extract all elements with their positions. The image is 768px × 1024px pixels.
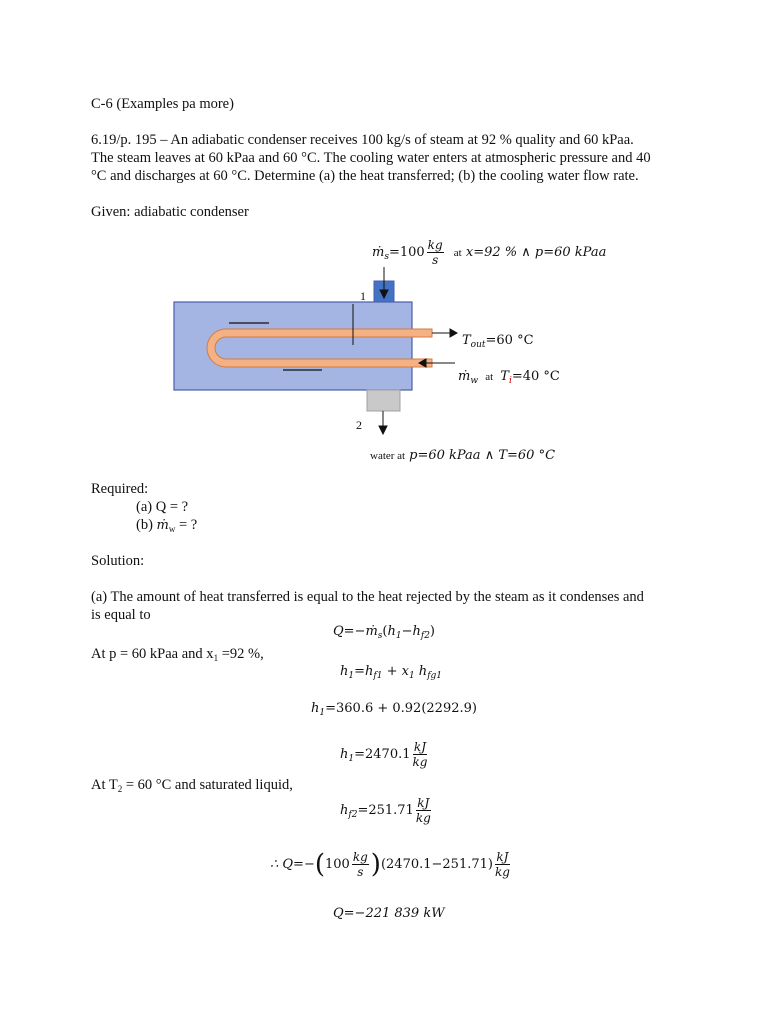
- condensate-outlet-nozzle: [367, 390, 400, 411]
- h1-definition: $h_1=h_{f1} + x_1$ $h_{fg1}$: [340, 664, 443, 681]
- given-line: Given: adiabatic condenser: [91, 204, 249, 220]
- state-2-label: 2: [356, 418, 362, 432]
- problem-line-1: 6.19/p. 195 – An adiabatic condenser receives 100 kg/s of steam at 92 % quality and 60 kPaa.: [91, 132, 634, 148]
- solution-label: Solution:: [91, 553, 145, 569]
- heat-equation: $Q=-ṁ_s(h_1-h_{f2})$: [333, 624, 435, 641]
- h1-value: $h_1=2470.1$ $\frac{kJ}{kg}$: [340, 740, 428, 769]
- required-a: (a) Q = ?: [136, 499, 189, 515]
- page-heading: C-6 (Examples pa more): [91, 96, 234, 112]
- condensate-state-label: water at p=60 kPaa ∧ T=60 °C: [370, 448, 556, 463]
- water-outlet-temp-label: $T_{out}=60$ °C: [462, 333, 534, 350]
- h1-substitution: $h_1=360.6 + 0.92(2292.9)$: [311, 701, 477, 718]
- solution-a-line-2: is equal to: [91, 607, 151, 623]
- state-1-condition: At p = 60 kPaa and $x_1 =92$ %,: [91, 646, 264, 663]
- required-b: (b) ṁ$_w$ = ?: [136, 517, 198, 534]
- hf2-value: $h_{f2}=251.71$ $\frac{kJ}{kg}$: [340, 796, 431, 825]
- state-1-label: 1: [360, 289, 366, 303]
- state-2-condition: At $T_2 = 60$ °C and saturated liquid,: [91, 777, 293, 794]
- condenser-drawing: [0, 0, 768, 470]
- heat-result: Q=−221 839 kW: [333, 906, 445, 921]
- steam-flow-label: ṁ$_s$=100 $\frac{kg}{s}$ at x=92 % ∧ p=60 kPaa: [372, 238, 607, 267]
- required-label: Required:: [91, 481, 149, 497]
- solution-a-line-1: (a) The amount of heat transferred is equal to the heat rejected by the steam as it condenses and: [91, 589, 644, 605]
- heat-substitution: ∴ Q=−(100 $\frac{kg}{s}$ )(2470.1−251.71) $\frac{kJ}{kg}$: [270, 849, 510, 880]
- water-inlet-label: ṁ$_w$ at $T_i=40$ °C: [458, 369, 560, 386]
- problem-line-2: The steam leaves at 60 kPaa and 60 °C. The cooling water enters at atmospheric pressure and 40: [91, 150, 651, 166]
- problem-line-3: °C and discharges at 60 °C. Determine (a) the heat transferred; (b) the cooling water flow rate.: [91, 168, 639, 184]
